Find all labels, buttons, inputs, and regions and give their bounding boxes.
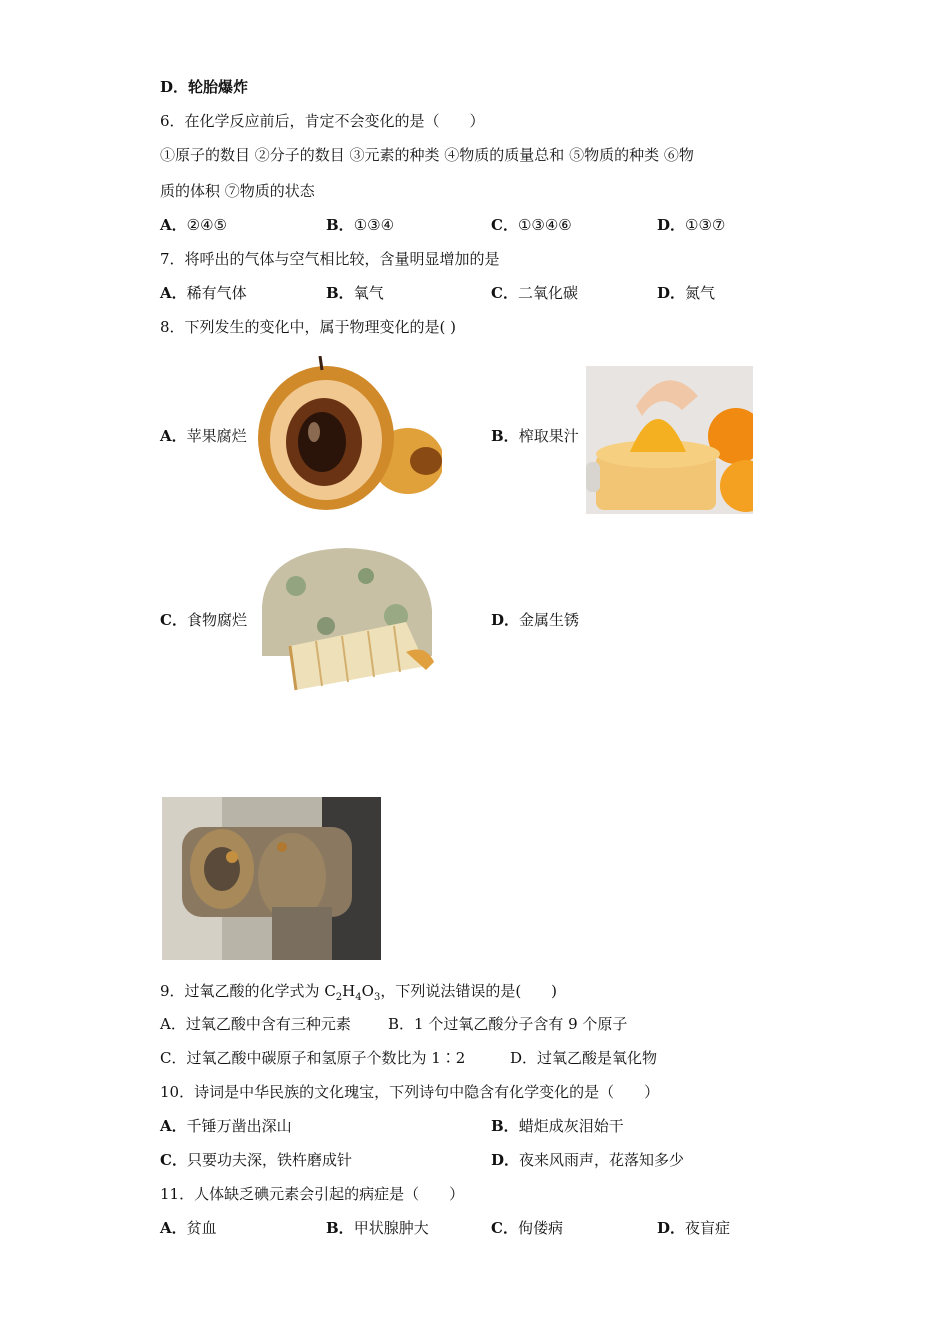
q11-option-d: D．夜盲症 (657, 1219, 731, 1237)
q9-option-c: C．过氧乙酸中碳原子和氢原子个数比为 1∶2 (160, 1049, 466, 1067)
q8-option-b: B．榨取果汁 (491, 427, 579, 445)
q6-items-line1: ①原子的数目 ②分子的数目 ③元素的种类 ④物质的质量总和 ⑤物质的种类 ⑥物 (160, 146, 694, 164)
q9-stem: 9．过氧乙酸的化学式为 $C_2H_4O_3$，下列说法错误的是( ) (160, 982, 558, 1003)
q10-option-d: D．夜来风雨声，花落知多少 (491, 1151, 685, 1169)
q6-stem: 6．在化学反应前后，肯定不会变化的是（ ） (160, 112, 485, 130)
q6-option-d: D．①③⑦ (657, 216, 726, 234)
q11-option-b: B．甲状腺肿大 (326, 1219, 429, 1237)
q10-stem: 10．诗词是中华民族的文化瑰宝，下列诗句中隐含有化学变化的是（ ） (160, 1083, 660, 1101)
q10-option-a: A．千锤万凿出深山 (160, 1117, 292, 1135)
q8-option-d: D．金属生锈 (491, 611, 580, 629)
moldy-bread-photo (256, 546, 436, 696)
q10-option-c: C．只要功夫深，铁杵磨成针 (160, 1151, 352, 1169)
q8-stem: 8．下列发生的变化中，属于物理变化的是( ) (160, 318, 457, 336)
q11-stem: 11．人体缺乏碘元素会引起的病症是（ ） (160, 1185, 465, 1203)
q7-option-b: B．氧气 (326, 284, 384, 302)
q9-option-d: D．过氧乙酸是氧化物 (510, 1049, 658, 1067)
q9-option-a: A．过氧乙酸中含有三种元素 (160, 1015, 351, 1033)
rotten-fruit-photo (256, 356, 442, 514)
q7-option-a: A．稀有气体 (160, 284, 247, 302)
q6-items-line2: 质的体积 ⑦物质的状态 (160, 182, 315, 200)
q6-option-b: B．①③④ (326, 216, 395, 234)
q8-option-a: A．苹果腐烂 (160, 427, 247, 445)
q6-option-a: A．②④⑤ (160, 216, 227, 234)
q11-option-a: A．贫血 (160, 1219, 217, 1237)
q7-option-c: C．二氧化碳 (491, 284, 578, 302)
q7-option-d: D．氮气 (657, 284, 716, 302)
q5-option-d: D．轮胎爆炸 (160, 78, 249, 96)
q9-option-b: B．1 个过氧乙酸分子含有 9 个原子 (388, 1015, 628, 1033)
rusty-metal-photo (162, 797, 381, 960)
q10-option-b: B．蜡炬成灰泪始干 (491, 1117, 624, 1135)
q8-option-c: C．食物腐烂 (160, 611, 247, 629)
q6-option-c: C．①③④⑥ (491, 216, 572, 234)
q11-option-c: C．佝偻病 (491, 1219, 563, 1237)
q7-stem: 7．将呼出的气体与空气相比较，含量明显增加的是 (160, 250, 500, 268)
juicing-orange-photo (586, 366, 753, 514)
